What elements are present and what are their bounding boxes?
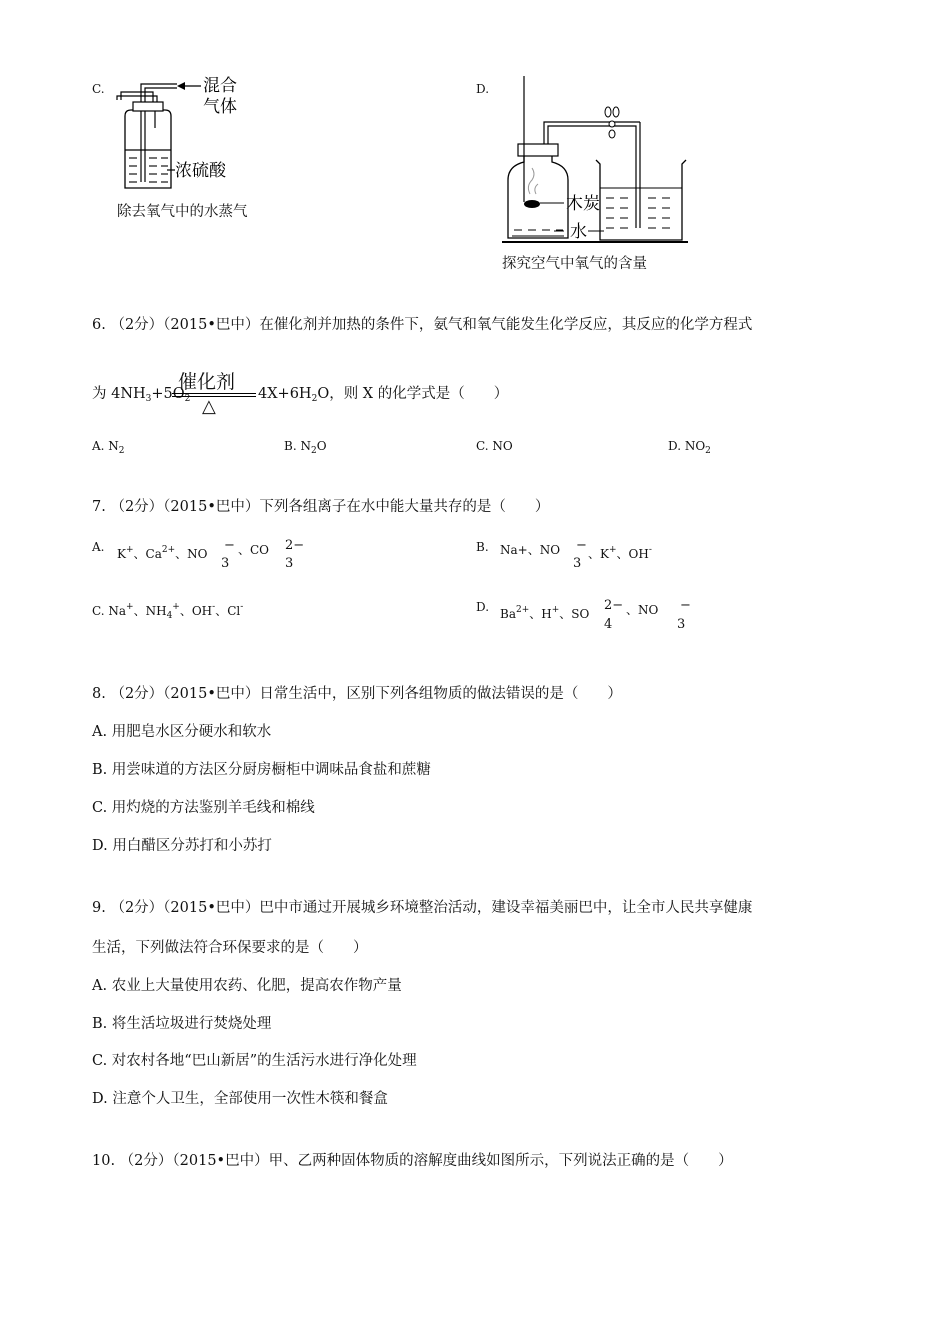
option-d-caption: 探究空气中氧气的含量: [502, 256, 647, 272]
oxygen-content-apparatus-diagram: [500, 72, 690, 247]
q6-option-a: A. $N_2$: [92, 439, 125, 456]
label-water: 水: [570, 222, 587, 242]
q7-option-b-ions: Na+、NO: [500, 543, 561, 557]
label-charcoal: 木炭: [566, 194, 600, 214]
q7-option-d-no3: 、NO: [626, 603, 659, 617]
q9-stem-line1: 9. （2分）（2015•巴中）巴中市通过开展城乡环境整治活动，建设幸福美丽巴中，让全市人民共享健康: [92, 900, 753, 916]
label-mixed-gas-2: 气体: [203, 97, 237, 117]
q6-equation-right: $4X+6H_2O$，则 X 的化学式是（ ）: [258, 386, 509, 404]
q7-option-b-ions2: 、K+、OH-: [588, 545, 652, 561]
option-c-caption: 除去氧气中的水蒸气: [117, 204, 248, 220]
label-mixed-gas-1: 混合: [203, 76, 237, 96]
q7-option-d-ions: $Ba^{2+}$、H+、SO: [500, 605, 590, 621]
q7-stem: 7. （2分）（2015•巴中）下列各组离子在水中能大量共存的是（ ）: [92, 499, 550, 515]
reaction-condition-heat: △: [202, 396, 216, 417]
label-sulfuric-acid: 浓硫酸: [175, 161, 226, 181]
reaction-condition-catalyst: 催化剂: [178, 371, 236, 393]
q7-option-a-co3: 、CO: [238, 543, 270, 557]
q8-option-a: A. 用肥皂水区分硬水和软水: [92, 724, 272, 740]
q6-equation-line: 为 $4NH_3+5O_2$: [92, 386, 191, 404]
q7-option-c: C. Na+、$NH_4^+$、OH-、Cl-: [92, 602, 244, 621]
q9-stem-line2: 生活，下列做法符合环保要求的是（ ）: [92, 940, 368, 956]
option-c-letter: C.: [92, 82, 105, 96]
q10-stem: 10. （2分）（2015•巴中）甲、乙两种固体物质的溶解度曲线如图所示，下列说法正确的是（ ）: [92, 1153, 733, 1169]
option-d-letter: D.: [476, 82, 490, 96]
q7-d-so4-charge: 2−: [604, 598, 624, 613]
q7-option-a: A.: [92, 540, 105, 554]
q7-d-so4-sub: 4: [604, 617, 613, 632]
q9-option-c: C. 对农村各地“巴山新居”的生活污水进行净化处理: [92, 1053, 417, 1069]
q6-option-d: D. $NO_2$: [668, 439, 711, 456]
q8-option-c: C. 用灼烧的方法鉴别羊毛线和棉线: [92, 800, 315, 816]
q8-stem: 8. （2分）（2015•巴中）日常生活中，区别下列各组物质的做法错误的是（ ）: [92, 686, 622, 702]
q8-option-b: B. 用尝味道的方法区分厨房橱柜中调味品食盐和蔗糖: [92, 762, 431, 778]
q8-option-d: D. 用白醋区分苏打和小苏打: [92, 838, 272, 854]
q7-a-co3-sub: 3: [285, 556, 294, 571]
q7-d-no3-sub: 3: [677, 617, 686, 632]
q7-d-no3-charge: −: [680, 598, 691, 613]
q6-stem-line1: 6. （2分）（2015•巴中）在催化剂并加热的条件下，氨气和氧气能发生化学反应，其反应的化学方程式: [92, 317, 753, 333]
q9-option-a: A. 农业上大量使用农药、化肥，提高农作物产量: [92, 978, 402, 994]
q6-option-c: C. NO: [476, 439, 513, 453]
q9-option-b: B. 将生活垃圾进行焚烧处理: [92, 1016, 272, 1032]
q7-a-co3-charge: 2−: [285, 538, 305, 553]
q7-option-a-ions: K+、$Ca^{2+}$、NO: [117, 545, 208, 561]
q7-option-b: B.: [476, 540, 489, 554]
q7-option-d: D.: [476, 600, 490, 614]
q9-option-d: D. 注意个人卫生，全部使用一次性木筷和餐盒: [92, 1091, 388, 1107]
q6-option-b: B. $N_2O$: [284, 439, 327, 456]
q7-b-no3-sub: 3: [573, 556, 582, 571]
gas-washing-bottle-diagram: [115, 72, 275, 196]
q7-a-no3-charge: −: [224, 538, 235, 553]
q7-a-no3-sub: 3: [221, 556, 230, 571]
q7-b-no3-charge: −: [576, 538, 587, 553]
